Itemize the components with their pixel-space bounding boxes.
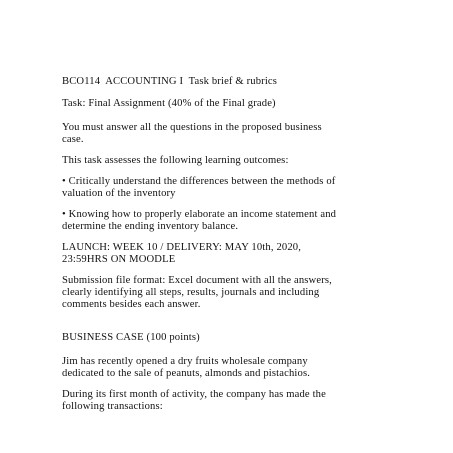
document-header: BCO114 ACCOUNTING I Task brief & rubrics xyxy=(62,76,278,87)
submission-line-1: Submission file format: Excel document with all the answers, xyxy=(62,275,332,286)
submission-line-2: clearly identifying all steps, results, journals and including xyxy=(62,287,320,298)
outcome-2-line-1: • Knowing how to properly elaborate an income statement and xyxy=(62,209,337,220)
instruction-line-2: case. xyxy=(62,134,84,145)
outcomes-intro: This task assesses the following learning outcomes: xyxy=(62,155,289,166)
case-heading: BUSINESS CASE (100 points) xyxy=(62,332,200,343)
launch-line-1: LAUNCH: WEEK 10 / DELIVERY: MAY 10th, 2020, xyxy=(62,242,302,253)
task-line: Task: Final Assignment (40% of the Final grade) xyxy=(62,98,276,109)
case-activity-line-2: following transactions: xyxy=(62,401,163,412)
launch-line-2: 23:59HRS ON MOODLE xyxy=(62,254,176,265)
outcome-1-line-2: valuation of the inventory xyxy=(62,188,176,199)
instruction-line-1: You must answer all the questions in the proposed business xyxy=(62,122,322,133)
case-activity-line-1: During its first month of activity, the company has made the xyxy=(62,389,326,400)
case-intro-line-2: dedicated to the sale of peanuts, almonds and pistachios. xyxy=(62,368,311,379)
outcome-2-line-2: determine the ending inventory balance. xyxy=(62,221,239,232)
case-intro-line-1: Jim has recently opened a dry fruits wholesale company xyxy=(62,356,308,367)
outcome-1-line-1: • Critically understand the differences between the methods of xyxy=(62,176,336,187)
submission-line-3: comments besides each answer. xyxy=(62,299,201,310)
